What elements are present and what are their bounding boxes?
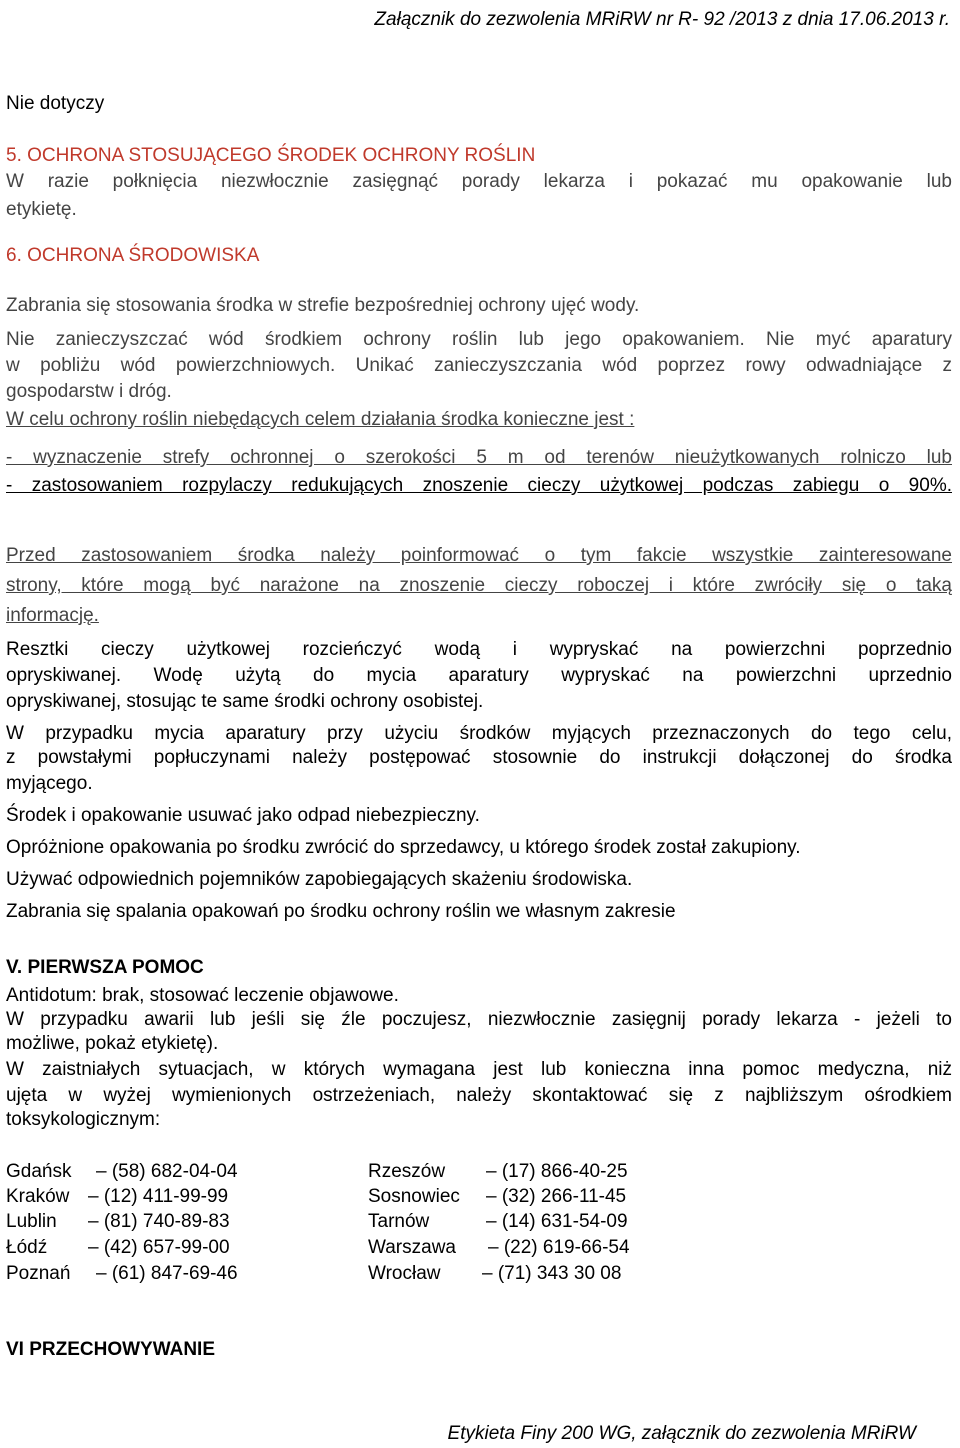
section-6-bullet: - zastosowaniem rozpylaczy redukujących znoszenie cieczy użytkowej podczas zabiegu o 90%. [6, 475, 952, 496]
section-6-paragraph: W celu ochrony roślin niebędących celem działania środka konieczne jest : [6, 409, 635, 430]
section-5-title: 5. OCHRONA STOSUJĄCEGO ŚRODEK OCHRONY ROŚLIN [6, 145, 536, 166]
contact-phone: – (61) 847-69-46 [96, 1263, 238, 1284]
contact-city: Kraków [6, 1186, 70, 1207]
contact-city: Wrocław [368, 1263, 441, 1284]
info-paragraph: informację. [6, 605, 99, 626]
section-5-line: etykietę. [6, 199, 77, 220]
contact-phone: – (58) 682-04-04 [96, 1161, 238, 1182]
section-6-paragraph: Nie zanieczyszczać wód środkiem ochrony roślin lub jego opakowaniem. Nie myć aparatury [6, 329, 952, 350]
document-footer: Etykieta Finy 200 WG, załącznik do zezwolenia MRiRW [447, 1423, 916, 1444]
contact-phone: – (14) 631-54-09 [486, 1211, 628, 1232]
info-paragraph: strony, które mogą być narażone na znoszenie cieczy roboczej i które zwróciły się o taką [6, 575, 952, 596]
first-aid-line: Antidotum: brak, stosować leczenie objawowe. [6, 985, 399, 1006]
disposal-line: Opróżnione opakowania po środku zwrócić do sprzedawcy, u którego środek został zakupiony. [6, 837, 801, 858]
section-6-paragraph: gospodarstw i dróg. [6, 381, 172, 402]
contact-city: Poznań [6, 1263, 71, 1284]
section-6-paragraph: w pobliżu wód powierzchniowych. Unikać zanieczyszczania wód poprzez rowy odwadniające z [6, 355, 952, 376]
first-aid-line: toksykologicznym: [6, 1109, 161, 1130]
contact-city: Sosnowiec [368, 1186, 460, 1207]
residues-paragraph: Resztki cieczy użytkowej rozcieńczyć wodą i wypryskać na powierzchni poprzednio [6, 639, 952, 660]
contact-phone: – (12) 411-99-99 [88, 1186, 229, 1207]
first-aid-line: ujęta w wyżej wymienionych ostrzeżeniach, należy skontaktować się z najbliższym ośrodkiem [6, 1085, 952, 1106]
contact-phone: – (42) 657-99-00 [88, 1237, 230, 1258]
disposal-line: Używać odpowiednich pojemników zapobiegających skażeniu środowiska. [6, 869, 633, 890]
section-6-bullet: - wyznaczenie strefy ochronnej o szerokości 5 m od terenów nieużytkowanych rolniczo lub [6, 447, 952, 468]
document-header: Załącznik do zezwolenia MRiRW nr R- 92 /2013 z dnia 17.06.2013 r. [374, 9, 950, 30]
washing-paragraph: z powstałymi popłuczynami należy postępować stosownie do instrukcji dołączonej do środka [6, 747, 952, 768]
contact-phone: – (81) 740-89-83 [88, 1211, 230, 1232]
contact-phone: – (32) 266-11-45 [486, 1186, 627, 1207]
residues-paragraph: opryskiwanej, stosując te same środki ochrony osobistej. [6, 691, 484, 712]
washing-paragraph: myjącego. [6, 773, 93, 794]
contact-city: Łódź [6, 1237, 48, 1258]
contact-city: Gdańsk [6, 1161, 72, 1182]
section-6-title: 6. OCHRONA ŚRODOWISKA [6, 245, 260, 266]
nie-dotyczy-text: Nie dotyczy [6, 93, 105, 114]
contact-city: Lublin [6, 1211, 57, 1232]
section-6-paragraph: Zabrania się stosowania środka w strefie bezpośredniej ochrony ujęć wody. [6, 295, 640, 316]
contact-city: Rzeszów [368, 1161, 446, 1182]
first-aid-line: możliwe, pokaż etykietę). [6, 1033, 219, 1054]
contact-city: Warszawa [368, 1237, 456, 1258]
disposal-line: Zabrania się spalania opakowań po środku ochrony roślin we własnym zakresie [6, 901, 676, 922]
contact-phone: – (71) 343 30 08 [482, 1263, 622, 1284]
disposal-line: Środek i opakowanie usuwać jako odpad niebezpieczny. [6, 805, 480, 826]
storage-title: VI PRZECHOWYWANIE [6, 1339, 216, 1360]
info-paragraph: Przed zastosowaniem środka należy poinformować o tym fakcie wszystkie zainteresowane [6, 545, 952, 566]
first-aid-line: W zaistniałych sytuacjach, w których wymagana jest lub konieczna inna pomoc medyczna, niż [6, 1059, 952, 1080]
residues-paragraph: opryskiwanej. Wodę użytą do mycia aparatury wypryskać na powierzchni uprzednio [6, 665, 952, 686]
first-aid-line: W przypadku awarii lub jeśli się źle poczujesz, niezwłocznie zasięgnij porady lekarza - jeżeli to [6, 1009, 952, 1030]
section-5-line: W razie połknięcia niezwłocznie zasięgnąć porady lekarza i pokazać mu opakowanie lub [6, 171, 952, 192]
washing-paragraph: W przypadku mycia aparatury przy użyciu środków myjących przeznaczonych do tego celu, [6, 723, 952, 744]
contact-city: Tarnów [368, 1211, 430, 1232]
contact-phone: – (17) 866-40-25 [486, 1161, 628, 1182]
first-aid-title: V. PIERWSZA POMOC [6, 957, 204, 978]
contact-phone: – (22) 619-66-54 [488, 1237, 630, 1258]
